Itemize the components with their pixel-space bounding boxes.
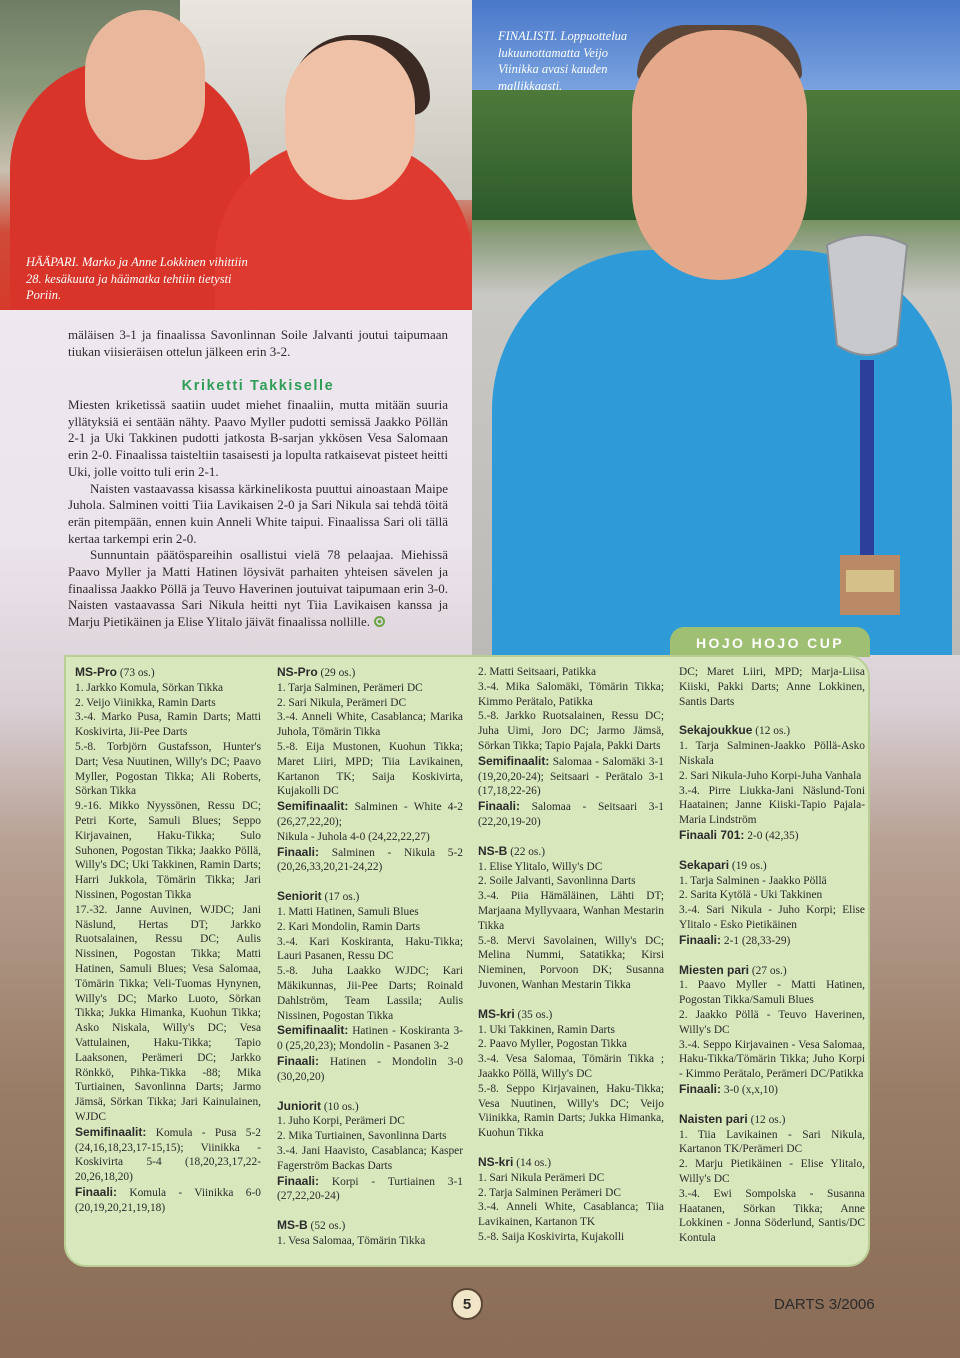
result-heading: Sekajoukkue [679,723,753,738]
result-line: 2. Veijo Viinikka, Ramin Darts [75,696,216,709]
result-line [679,963,865,979]
result-line [679,1112,865,1128]
result-line: 1. Elise Ylitalo, Willy's DC [478,860,603,873]
result-block [679,828,865,844]
result-line [277,665,463,681]
result-line: 2. Kari Mondolin, Ramin Darts [277,920,421,933]
result-line: Nikula - Juhola 4-0 (24,22,22,27) [277,830,430,843]
result-line: 1. Tarja Salminen-Jaakko Pöllä-Asko Niskala [679,740,865,767]
trophy-icon [822,225,912,625]
result-line: 3.-4. Anneli White, Casablanca; Tiia Lavikainen, Kartanon TK [478,1201,664,1229]
result-text: Salomaa - Salomäki 3-1 (19,20,20-24); Seitsaari - Perätalo 3-1 (17,18,22-26) [478,755,664,798]
result-block [679,665,865,709]
result-heading: Finaali: [478,799,521,814]
result-line: 3.-4. Ewi Sompolska - Susanna Haatanen, Sörkan Tikka; Anne Lokkinen - Jonna Söderlund, Santis/DC Kontula [679,1187,865,1245]
result-heading: Seniorit [277,889,322,904]
result-count: (35 os.) [517,1008,553,1021]
result-line: 1. Matti Hatinen, Samuli Blues [277,905,419,918]
result-line [679,828,865,844]
photo-player-with-trophy [472,0,960,655]
result-heading: Naisten pari [679,1111,748,1126]
result-text: 3-0 (x,x,10) [723,1083,778,1096]
result-line: 3.-4. Seppo Kirjavainen - Vesa Salomaa, Haku-Tikka/Tömärin Tikka; Juho Korpi - Kimmo Perätalo, Perämeri DC/Patikka [679,1038,865,1081]
result-line: 3.-4. Piia Hämäläinen, Lähti DT; Marjaana Myllyvaara, Wanhan Mestarin Tikka [478,890,664,932]
result-line: 1. Tarja Salminen, Perämeri DC [277,681,423,694]
result-block [75,665,261,1125]
result-text: Komula - Viinikka 6-0 (20,19,20,21,19,18) [75,1186,261,1214]
result-line: 3.-4. Sari Nikula - Juho Korpi; Elise Ylitalo - Esko Pietikäinen [679,904,865,931]
result-heading: Semifinaalit: [478,753,550,768]
result-line: 5.-8. Jarkko Ruotsalainen, Ressu DC; Juha Uimi, Joro DC; Jarmo Jämsä, Sörkan Tikka; Tapio Pajala, Pakki Darts [478,710,664,752]
result-line: 5.-8. Mervi Savolainen, Willy's DC; Melina Nummi, Satatikka; Kirsi Nieminen, Porvoon DK; Susanna Juvonen, Wanhan Mestarin Tikka [478,934,664,991]
section-heading-kriketti: Kriketti Takkiselle [181,378,335,394]
result-line: 2. Mika Turtiainen, Savonlinna Darts [277,1130,447,1143]
result-heading: MS-Pro [75,665,117,679]
results-tab-label: HOJO HOJO CUP [670,627,870,657]
result-line [679,858,865,874]
result-text: Salomaa - Seitsaari 3-1 (22,20,19-20) [478,801,664,828]
result-count: (12 os.) [750,1113,786,1126]
photo-caption-couple: HÄÄPARI. Marko ja Anne Lokkinen vihittiin 28. kesäkuuta ja häämatka tehtiin tietysti Poriin. [26,255,248,302]
result-line: 2. Marju Pietikäinen - Elise Ylitalo, Willy's DC [679,1158,865,1185]
result-count: (10 os.) [323,1100,359,1113]
result-heading: Finaali 701: [679,827,745,842]
result-block [277,665,463,799]
result-count: (17 os.) [324,891,360,904]
result-line: 3.-4. Anneli White, Casablanca; Marika Juhola, Tömärin Tikka [277,711,463,739]
result-line: 3.-4. Pirre Liukka-Jani Näslund-Toni Haatainen; Janne Kiiski-Tapio Pajala-Maria Lindström [679,784,865,827]
result-text: 2-0 (42,35) [747,829,799,842]
result-heading: Finaali: [75,1184,118,1199]
result-line: 1. Jarkko Komula, Sörkan Tikka [75,681,224,694]
result-block [277,845,463,876]
article-kriketti-body [68,397,448,631]
end-mark-icon [374,616,385,627]
result-heading: NS-kri [478,1154,514,1169]
result-text: 2-1 (28,33-29) [723,934,791,947]
result-count: (29 os.) [320,667,356,679]
result-heading: Finaali: [679,932,722,947]
article-paragraph-text: Sunnuntain päätöspareihin osallistui vielä 78 pelaajaa. Miehissä Paavo Myller ja Matti Hatinen löysivät parhaiten yhteisen sävelen ja finaalissa Jaakko Pöllä ja Teuvo Haverinen joutuivat taipumaan erin 3-0. Naisten vastaavassa Sari Nikula heitti nyt Tiia Lavikaisen kanssa ja Marju Pietikäinen ja Elise Ylitalo jäivät finaalissa nollille. [68,547,448,630]
result-count: (27 os.) [751,964,787,977]
result-heading: Finaali: [277,1053,320,1068]
result-line: 1. Uki Takkinen, Ramin Darts [478,1023,615,1036]
result-heading: Sekapari [679,857,730,872]
result-line: DC; Maret Liiri, MPD; Marja-Liisa Kiiski, Pakki Darts; Anne Lokkinen, Santis Darts [679,666,865,708]
result-line: 2. Sari Nikula-Juho Korpi-Juha Vanhala [679,769,862,782]
result-line: 3.-4. Jani Haavisto, Casablanca; Kasper Fagerström Backas Darts [277,1144,463,1172]
result-line [277,1099,463,1115]
result-heading: Juniorit [277,1098,321,1113]
result-line [277,1174,463,1205]
result-heading: Finaali: [277,1173,320,1188]
result-line: 3.-4. Mika Salomäki, Tömärin Tikka; Kimmo Perätalo, Patikka [478,680,664,708]
result-line: 2. Sari Nikula, Perämeri DC [277,696,407,709]
result-count: (73 os.) [119,667,155,679]
result-block [478,665,664,754]
result-count: (12 os.) [755,725,791,738]
result-block [277,1218,463,1249]
result-line [277,845,463,876]
result-heading: NS-B [478,843,508,858]
result-block [679,858,865,933]
result-count: (52 os.) [310,1220,346,1233]
result-block [679,723,865,828]
result-block [277,1054,463,1085]
result-line: 1. Tiia Lavikainen - Sari Nikula, Kartanon TK/Perämeri DC [679,1128,865,1156]
result-text: Hatinen - Mondolin 3-0 (30,20,20) [277,1055,463,1083]
result-line [75,1185,261,1216]
results-column-2 [277,665,463,1263]
result-heading: MS-B [277,1218,308,1233]
result-heading: Miesten pari [679,962,750,977]
result-line: 1. Sari Nikula Perämeri DC [478,1171,605,1184]
result-line [277,1023,463,1054]
result-count: (19 os.) [731,859,767,872]
result-heading: Finaali: [277,844,320,859]
result-block [679,1082,865,1098]
results-column-3 [478,665,664,1259]
result-line [277,1054,463,1085]
article-paragraph: Naisten vastaavassa kisassa kärkinelikosta puuttui ainoastaan Maipe Juhola. Salminen voitti Tiia Lavikaisen 2-0 ja Sari Nikula sai tehdä töitä erän pitempään, ennen kuin Anneli White taipui. Finaalissa Sari oli tällä kertaa tarkempi erin 2-0. [68,480,448,546]
result-line: 5.-8. Eija Mustonen, Kuohun Tikka; Maret Liiri, MPD; Tiia Lavikainen, Kartanon TK; Saija Koskivirta, Kujakolli DC [277,740,463,798]
result-heading: Semifinaalit: [277,799,349,814]
result-line: 3.-4. Marko Pusa, Ramin Darts; Matti Koskivirta, Jii-Pee Darts [75,711,261,739]
result-text: Komula - Pusa 5-2 (24,16,18,23,17-15,15); Viinikka - Koskivirta 5-4 (18,20,23,17,22-20,26,18,20) [75,1126,261,1184]
result-count: (14 os.) [516,1156,552,1169]
result-block [679,963,865,1082]
magazine-issue: DARTS 3/2006 [774,1296,875,1313]
result-line [478,1155,664,1171]
result-line: 5.-8. Juha Laakko WJDC; Kari Mäkikunnas, Jii-Pee Darts; Roinald Dahlström, Team Lassila; Aulis Nissinen, Pogostan Tikka [277,965,463,1022]
result-line [478,1007,664,1023]
result-line [277,799,463,830]
result-block [277,1174,463,1205]
result-line: 9.-16. Mikko Nyyssönen, Ressu DC; Petri Korte, Samuli Blues; Seppo Kirjavainen, Haku-Tikka; Sulo Suhonen, Pogostan Tikka; Jaakko Pöllä, Willy's DC; Uki Takkinen, Ramin Darts; Harri Jukkola, Tömärin Tikka; Jari Nissinen, Pogostan Tikka [75,800,261,901]
result-block [679,933,865,949]
result-line: 2. Paavo Myller, Pogostan Tikka [478,1038,627,1051]
result-line: 5.-8. Seppo Kirjavainen, Haku-Tikka; Vesa Nuutinen, Willy's DC; Veijo Viinikka, Ramin Darts; Jukka Himanka, Kuohun Tikka [478,1082,664,1140]
result-line: 5.-8. Saija Koskivirta, Kujakolli [478,1230,625,1243]
result-line: 17.-32. Janne Auvinen, WJDC; Jani Näslund, Hertas DT; Jarkko Ruotsalainen, Ressu DC; Aulis Nissinen, Pogostan Tikka; Matti Hatinen, Samuli Blues; Vesa Salomaa, Tömärin Tikka; Veli-Tuomas Hynynen, Willy's DC; Marko Luoto, Sörkan Tikka; Jukka Himanka, Kuohun Tikka; Asko Niskala, Willy's DC; Vesa Vattulainen, Haku-Tikka; Tapio Laaksonen, Perämeri DC; Jarkko Rönkkö, Pihka-Tikka -88; Mika Turtiainen, Savonlinna Darts; Jarmo Jämsä, Sörkan Tikka; Jari Kainulainen, WJDC [75,903,261,1123]
result-heading: Finaali: [679,1081,722,1096]
results-column-1 [75,665,261,1229]
result-heading: Semifinaalit: [277,1023,349,1038]
result-text: Korpi - Turtiainen 3-1 (27,22,20-24) [277,1175,463,1203]
result-block [478,799,664,830]
result-line: 1. Juho Korpi, Perämeri DC [277,1115,405,1128]
result-line: 2. Sarita Kytölä - Uki Takkinen [679,889,823,902]
result-line: 1. Tarja Salminen - Jaakko Pöllä [679,874,827,887]
photo-caption-player: FINALISTI. Loppuottelua lukuunottamatta Veijo Viinikka avasi kauden mallikkaasti. [498,29,628,93]
result-heading: MS-kri [478,1006,515,1021]
result-count: (22 os.) [510,845,546,858]
result-block [75,1185,261,1216]
page-number: 5 [451,1288,483,1320]
result-line: 3.-4. Vesa Salomaa, Tömärin Tikka ; Jaakko Pöllä, Willy's DC [478,1053,664,1080]
result-heading: Semifinaalit: [75,1124,147,1139]
article-intro-paragraph: mäläisen 3-1 ja finaalissa Savonlinnan Soile Jalvanti joutui taipumaan tiukan viisieräisen ottelun jälkeen erin 3-2. [68,327,448,359]
result-block [277,889,463,1023]
result-line [679,723,865,739]
result-heading: NS-Pro [277,665,318,679]
result-line: 2. Matti Seitsaari, Patikka [478,666,596,678]
result-text: Hatinen - Koskiranta 3-0 (25,20,23); Mondolin - Pasanen 3-2 [277,1025,463,1053]
result-line [679,933,865,949]
result-line: 1. Vesa Salomaa, Tömärin Tikka [277,1234,426,1247]
result-text: Salminen - Nikula 5-2 (20,26,33,20,21-24,22) [277,846,463,874]
result-line [277,889,463,905]
article-paragraph: Miesten kriketissä saatiin uudet miehet finaaliin, mutta mitään suuria yllätyksiä ei sentään nähty. Paavo Myller pudotti semissä Jaakko Pöllän 2-1 ja Uki Takkinen pudotti jatkosta B-sarjan ykkösen Vesa Salomaan erin 2-0. Finaalissa taisteltiin tasaisesti ja lopulta ratkaisevat pisteet heitti Uki, jolle voitto tuli erin 2-1. [68,397,448,479]
result-line: 2. Tarja Salminen Perämeri DC [478,1186,621,1199]
result-line: 5.-8. Torbjörn Gustafsson, Hunter's Dart; Vesa Nuutinen, Willy's DC; Paavo Myller, Pogostan Tikka; Ali Roberts, Sörkan Tikka [75,740,261,798]
result-line [478,754,664,799]
result-block [478,754,664,799]
result-line [478,799,664,830]
result-line [75,1125,261,1185]
result-block [478,1007,664,1141]
result-line [277,1218,463,1234]
result-line: 3.-4. Kari Koskiranta, Haku-Tikka; Lauri Pasanen, Ressu DC [277,935,463,963]
result-line: 2. Soile Jalvanti, Savonlinna Darts [478,875,636,888]
result-line: 1. Paavo Myller - Matti Hatinen, Pogostan Tikka/Samuli Blues [679,979,865,1007]
result-text: Salminen - White 4-2 (26,27,22,20); [277,801,463,828]
result-block [277,1099,463,1174]
result-block [679,1112,865,1246]
result-block [75,1125,261,1185]
result-block [277,1023,463,1054]
result-line [679,1082,865,1098]
results-column-4 [679,665,865,1260]
result-line: 2. Jaakko Pöllä - Teuvo Haverinen, Willy's DC [679,1008,865,1036]
result-block [478,1155,664,1245]
result-block [277,799,463,844]
result-block [478,844,664,993]
result-line [75,665,261,681]
result-line [478,844,664,860]
article-paragraph [68,547,448,631]
